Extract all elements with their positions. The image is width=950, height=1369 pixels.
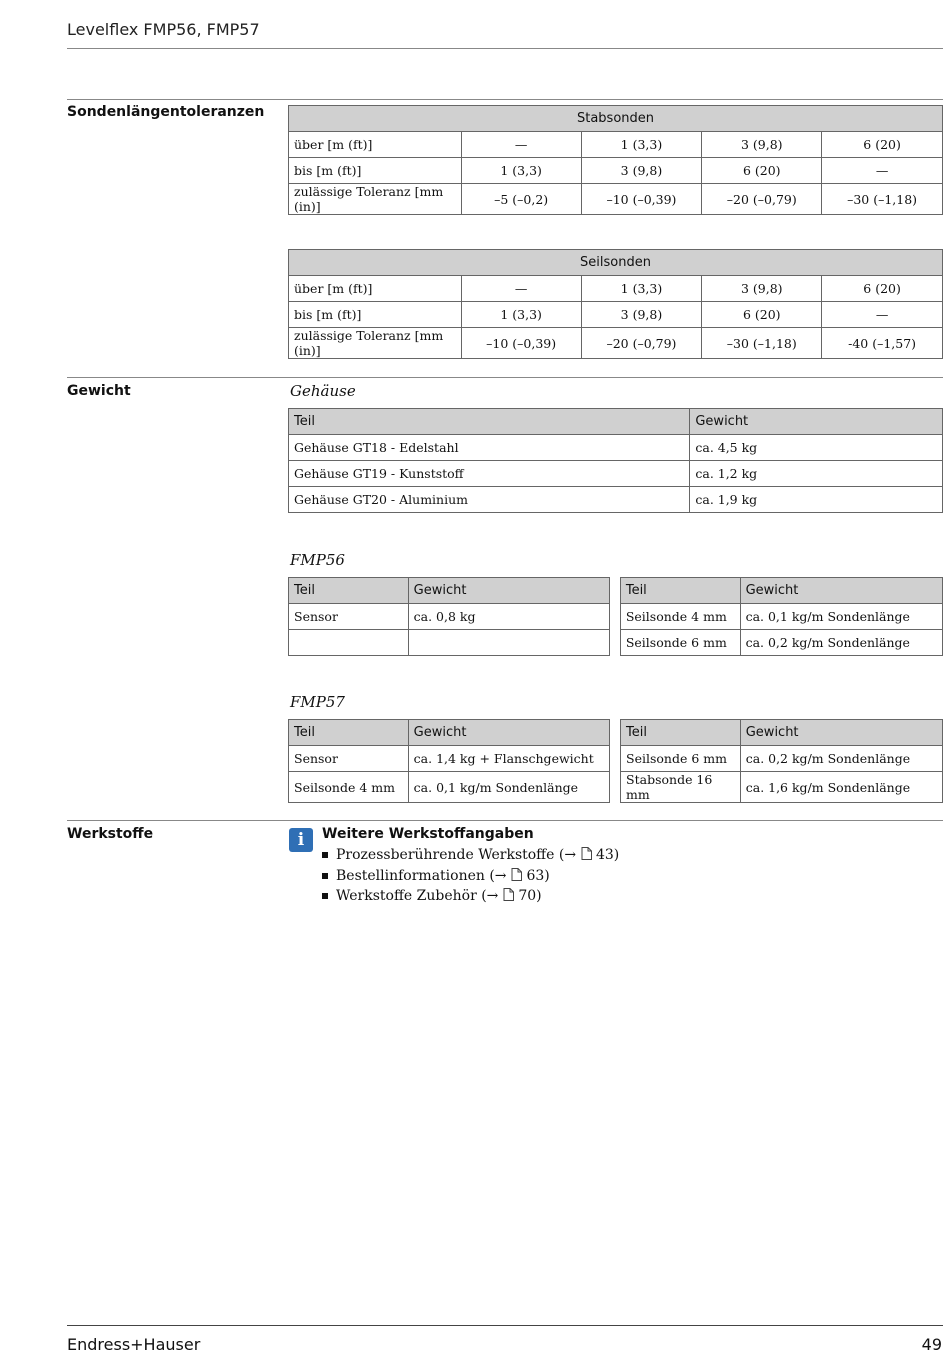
table-cell: Gehäuse GT18 - Edelstahl: [289, 435, 690, 461]
table-cell: ca. 4,5 kg: [690, 435, 943, 461]
stab-caption: Stabsonden: [289, 106, 943, 132]
page-ref-icon: [581, 847, 596, 863]
table-cell: ca. 0,2 kg/m Sondenlänge: [740, 746, 942, 772]
table-cell: Seilsonde 6 mm: [621, 746, 741, 772]
table-cell: 1 (3,3): [461, 158, 581, 184]
table-cell: [289, 630, 409, 656]
row-label: bis [m (ft)]: [289, 302, 462, 328]
table-cell: —: [461, 132, 581, 158]
table-cell: ca. 0,1 kg/m Sondenlänge: [740, 604, 942, 630]
table-cell: [408, 630, 609, 656]
table-gap: [609, 578, 620, 604]
table-row: [289, 772, 943, 803]
table-cell: ca. 0,8 kg: [408, 604, 609, 630]
fmp57-title: FMP57: [290, 693, 345, 711]
table-row: [289, 302, 943, 328]
footer-rule: [67, 1325, 943, 1326]
table-cell: –5 (–0,2): [461, 184, 581, 215]
page-ref-icon: [511, 868, 526, 884]
table-cell: –20 (–0,79): [702, 184, 822, 215]
table-row: [289, 276, 943, 302]
table-cell: 1 (3,3): [581, 276, 702, 302]
table-cell: —: [461, 276, 581, 302]
bullet-icon: [322, 852, 328, 858]
seil-caption: Seilsonden: [289, 250, 943, 276]
table-row: [289, 630, 943, 656]
bullet-icon: [322, 873, 328, 879]
info-title: Weitere Werkstoffangaben: [322, 826, 534, 842]
page-ref[interactable]: 63): [526, 867, 550, 884]
table-cell: Seilsonde 4 mm: [620, 604, 740, 630]
page-header: Levelflex FMP56, FMP57: [67, 20, 260, 39]
bullet-icon: [322, 893, 328, 899]
table-cell: 3 (9,8): [581, 302, 702, 328]
column-header: Teil: [289, 720, 409, 746]
table-cell: Stabsonde 16 mm: [621, 772, 741, 803]
table-cell: –30 (–1,18): [822, 184, 943, 215]
table-cell: ca. 1,2 kg: [690, 461, 943, 487]
row-label: bis [m (ft)]: [289, 158, 462, 184]
table-gap: [609, 604, 620, 630]
column-header: Gewicht: [740, 720, 942, 746]
table-row: [289, 487, 943, 513]
table-cell: 3 (9,8): [581, 158, 702, 184]
section-label-materials: Werkstoffe: [67, 826, 154, 842]
fmp57-table: [288, 719, 943, 803]
table-row: [289, 435, 943, 461]
page-ref[interactable]: 70): [518, 888, 542, 904]
table-row: [289, 184, 943, 215]
table-row: [289, 132, 943, 158]
table-cell: 1 (3,3): [461, 302, 581, 328]
table-cell: Sensor: [289, 604, 409, 630]
table-cell: ca. 0,2 kg/m Sondenlänge: [740, 630, 942, 656]
table-cell: 6 (20): [702, 302, 822, 328]
column-header: Gewicht: [690, 409, 943, 435]
column-header: Gewicht: [740, 578, 942, 604]
list-item-text: Prozessberührende Werkstoffe (→: [336, 847, 577, 863]
column-header: Gewicht: [408, 578, 609, 604]
table-cell: Seilsonde 4 mm: [289, 772, 409, 803]
table-gap: [609, 630, 620, 656]
list-item-text: Werkstoffe Zubehör (→: [336, 888, 499, 904]
page-number: 49: [921, 1335, 942, 1354]
table-cell: 6 (20): [822, 132, 943, 158]
page-ref-icon: [503, 888, 518, 904]
table-row: [289, 328, 943, 359]
table-cell: ca. 0,1 kg/m Sondenlänge: [408, 772, 609, 803]
fmp56-table: [288, 577, 943, 656]
table-cell: Gehäuse GT19 - Kunststoff: [289, 461, 690, 487]
housing-table: [288, 408, 943, 513]
list-item: [322, 845, 619, 866]
table-cell: –10 (–0,39): [461, 328, 581, 359]
column-header: Gewicht: [408, 720, 609, 746]
column-header: Teil: [621, 720, 741, 746]
table-cell: ca. 1,6 kg/m Sondenlänge: [740, 772, 942, 803]
table-cell: —: [822, 158, 943, 184]
section-label-weight: Gewicht: [67, 383, 131, 399]
table-cell: 6 (20): [822, 276, 943, 302]
table-cell: —: [822, 302, 943, 328]
row-label: über [m (ft)]: [289, 276, 462, 302]
table-cell: 3 (9,8): [702, 276, 822, 302]
header-rule: [67, 48, 943, 49]
stab-table: [288, 105, 943, 215]
table-cell: Sensor: [289, 746, 409, 772]
table-row: [289, 158, 943, 184]
table-cell: –20 (–0,79): [581, 328, 702, 359]
table-gap: [610, 772, 621, 803]
list-item: [322, 866, 619, 887]
table-cell: 6 (20): [702, 158, 822, 184]
fmp56-title: FMP56: [290, 551, 345, 569]
table-cell: 3 (9,8): [702, 132, 822, 158]
table-row: [289, 604, 943, 630]
table-cell: 1 (3,3): [581, 132, 702, 158]
column-header: Teil: [620, 578, 740, 604]
list-item: [322, 886, 619, 907]
table-row: [289, 746, 943, 772]
row-label: zulässige Toleranz [mm (in)]: [289, 328, 462, 359]
page-ref[interactable]: 43): [595, 847, 620, 863]
footer-brand: Endress+Hauser: [67, 1335, 201, 1354]
column-header: Teil: [289, 578, 409, 604]
table-gap: [610, 720, 621, 746]
section-rule-weight: [67, 377, 943, 378]
table-cell: –30 (–1,18): [702, 328, 822, 359]
section-rule-tolerances: [67, 99, 943, 100]
table-cell: -40 (–1,57): [822, 328, 943, 359]
table-cell: –10 (–0,39): [581, 184, 702, 215]
section-rule-materials: [67, 820, 943, 821]
info-list: [322, 845, 619, 907]
table-cell: ca. 1,9 kg: [690, 487, 943, 513]
housing-title: Gehäuse: [290, 382, 356, 400]
table-cell: ca. 1,4 kg + Flanschgewicht: [408, 746, 609, 772]
row-label: über [m (ft)]: [289, 132, 462, 158]
list-item-text: Bestellinformationen (→: [336, 867, 507, 884]
table-row: [289, 461, 943, 487]
info-icon: i: [289, 828, 313, 852]
section-label-tolerances: Sondenlängentoleranzen: [67, 104, 265, 120]
table-gap: [610, 746, 621, 772]
seil-table: [288, 249, 943, 359]
table-cell: Gehäuse GT20 - Aluminium: [289, 487, 690, 513]
table-cell: Seilsonde 6 mm: [620, 630, 740, 656]
row-label: zulässige Toleranz [mm (in)]: [289, 184, 462, 215]
column-header: Teil: [289, 409, 690, 435]
